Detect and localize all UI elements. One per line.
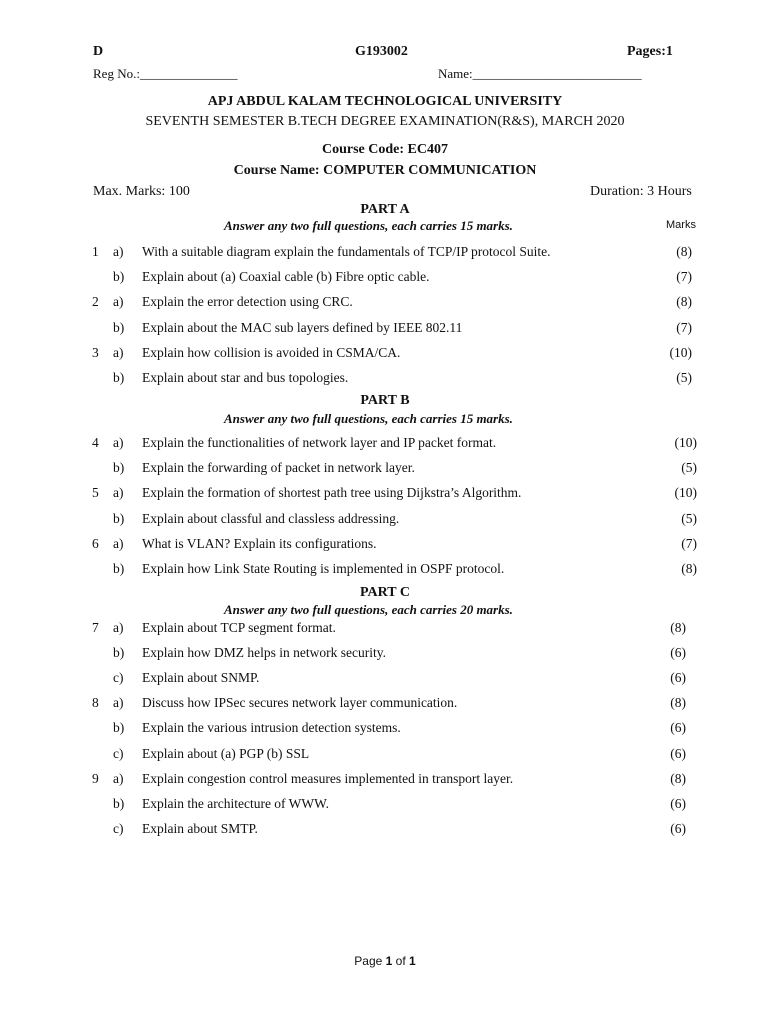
question-sub-label: b) <box>113 510 125 526</box>
part-b-instruction: Answer any two full questions, each carries 15 marks. <box>224 411 513 426</box>
question-text: What is VLAN? Explain its configurations. <box>142 535 377 551</box>
question-sub-label: b) <box>113 561 125 576</box>
question-sub-label: c) <box>113 745 124 761</box>
part-c-instruction: Answer any two full questions, each carries 20 marks. <box>224 602 513 617</box>
question-marks: (6) <box>670 820 686 836</box>
footer-page-prefix: Page <box>354 954 386 968</box>
question-number: 3 <box>92 344 99 360</box>
question-marks: (5) <box>676 370 692 385</box>
question-marks: (8) <box>676 244 692 259</box>
name-field: Name:__________________________ <box>438 66 642 81</box>
question-marks: (8) <box>670 620 686 635</box>
course-name: Course Name: COMPUTER COMMUNICATION <box>233 163 537 178</box>
question-text: Explain about SMTP. <box>142 820 258 836</box>
question-sub-label: c) <box>113 820 124 836</box>
question-number: 4 <box>92 435 99 450</box>
question-text: Discuss how IPSec secures network layer communication. <box>142 695 458 711</box>
question-marks: (10) <box>674 435 697 450</box>
footer-page-current: 1 <box>385 954 393 968</box>
question-sub-label: b) <box>113 645 125 661</box>
question-sub-label: a) <box>113 294 124 310</box>
question-sub-label: b) <box>113 370 125 385</box>
question-marks: (8) <box>670 695 686 711</box>
reg-no-field: Reg No.:_______________ <box>93 66 238 81</box>
question-text: Explain the various intrusion detection systems. <box>142 720 401 736</box>
marks-column-header: Marks <box>666 219 696 231</box>
question-text: Explain how DMZ helps in network security. <box>142 645 386 661</box>
question-text: Explain the forwarding of packet in network layer. <box>142 460 415 476</box>
question-text: Explain how collision is avoided in CSMA/CA. <box>142 344 401 360</box>
question-marks: (7) <box>676 269 692 285</box>
question-marks: (6) <box>670 795 686 811</box>
question-sub-label: a) <box>113 770 124 786</box>
question-number: 6 <box>92 535 99 551</box>
question-number: 2 <box>92 294 99 310</box>
university-name: APJ ABDUL KALAM TECHNOLOGICAL UNIVERSITY <box>207 94 563 109</box>
question-text: With a suitable diagram explain the fundamentals of TCP/IP protocol Suite. <box>142 244 551 259</box>
question-marks: (8) <box>676 294 692 310</box>
question-text: Explain about the MAC sub layers defined by IEEE 802.11 <box>142 319 463 335</box>
page-count: Pages:1 <box>627 44 673 59</box>
question-sub-label: a) <box>113 485 124 501</box>
question-sub-label: a) <box>113 344 124 360</box>
footer-page-of: of <box>392 954 410 968</box>
question-text: Explain about (a) Coaxial cable (b) Fibre optic cable. <box>142 269 430 285</box>
paper-code: G193002 <box>355 44 408 59</box>
question-text: Explain about classful and classless addressing. <box>142 510 400 526</box>
question-marks: (7) <box>681 535 697 551</box>
question-text: Explain the architecture of WWW. <box>142 795 330 811</box>
question-marks: (5) <box>681 460 697 476</box>
question-sub-label: c) <box>113 670 124 686</box>
question-text: Explain about TCP segment format. <box>142 620 336 635</box>
question-marks: (8) <box>670 770 686 786</box>
question-text: Explain about SNMP. <box>142 670 260 686</box>
question-text: Explain the error detection using CRC. <box>142 294 353 310</box>
question-text: Explain the functionalities of network layer and IP packet format. <box>142 435 497 450</box>
question-marks: (6) <box>670 745 686 761</box>
question-marks: (6) <box>670 645 686 661</box>
question-sub-label: a) <box>113 435 124 450</box>
question-sub-label: b) <box>113 720 125 736</box>
question-sub-label: b) <box>113 269 125 285</box>
question-marks: (5) <box>681 510 697 526</box>
question-sub-label: a) <box>113 244 124 259</box>
question-sub-label: a) <box>113 620 124 635</box>
question-text: Explain congestion control measures implemented in transport layer. <box>142 770 514 786</box>
course-code: Course Code: EC407 <box>322 142 448 157</box>
part-a-instruction: Answer any two full questions, each carries 15 marks. <box>224 218 513 233</box>
question-text: Explain the formation of shortest path tree using Dijkstra’s Algorithm. <box>142 485 522 501</box>
page-footer <box>0 954 770 968</box>
question-text: Explain about star and bus topologies. <box>142 370 349 385</box>
question-marks: (7) <box>676 319 692 335</box>
question-sub-label: a) <box>113 695 124 711</box>
paper-series-letter: D <box>93 44 104 59</box>
footer-page-total: 1 <box>409 954 416 968</box>
question-sub-label: b) <box>113 795 125 811</box>
question-text: Explain about (a) PGP (b) SSL <box>142 745 310 761</box>
question-marks: (10) <box>674 485 697 501</box>
question-text: Explain how Link State Routing is implemented in OSPF protocol. <box>142 561 505 576</box>
question-marks: (6) <box>670 720 686 736</box>
question-number: 5 <box>92 485 99 501</box>
question-number: 1 <box>92 244 99 259</box>
part-c-title: PART C <box>360 585 410 600</box>
question-marks: (8) <box>681 561 697 576</box>
question-number: 7 <box>92 620 99 635</box>
part-b-title: PART B <box>360 393 410 408</box>
part-a-title: PART A <box>360 202 410 217</box>
question-sub-label: a) <box>113 535 124 551</box>
question-sub-label: b) <box>113 319 125 335</box>
duration: Duration: 3 Hours <box>590 184 692 199</box>
question-marks: (10) <box>669 344 692 360</box>
question-sub-label: b) <box>113 460 125 476</box>
question-number: 8 <box>92 695 99 711</box>
max-marks: Max. Marks: 100 <box>93 184 190 199</box>
question-number: 9 <box>92 770 99 786</box>
exam-title: SEVENTH SEMESTER B.TECH DEGREE EXAMINATION(R&S), MARCH 2020 <box>145 114 625 129</box>
question-marks: (6) <box>670 670 686 686</box>
